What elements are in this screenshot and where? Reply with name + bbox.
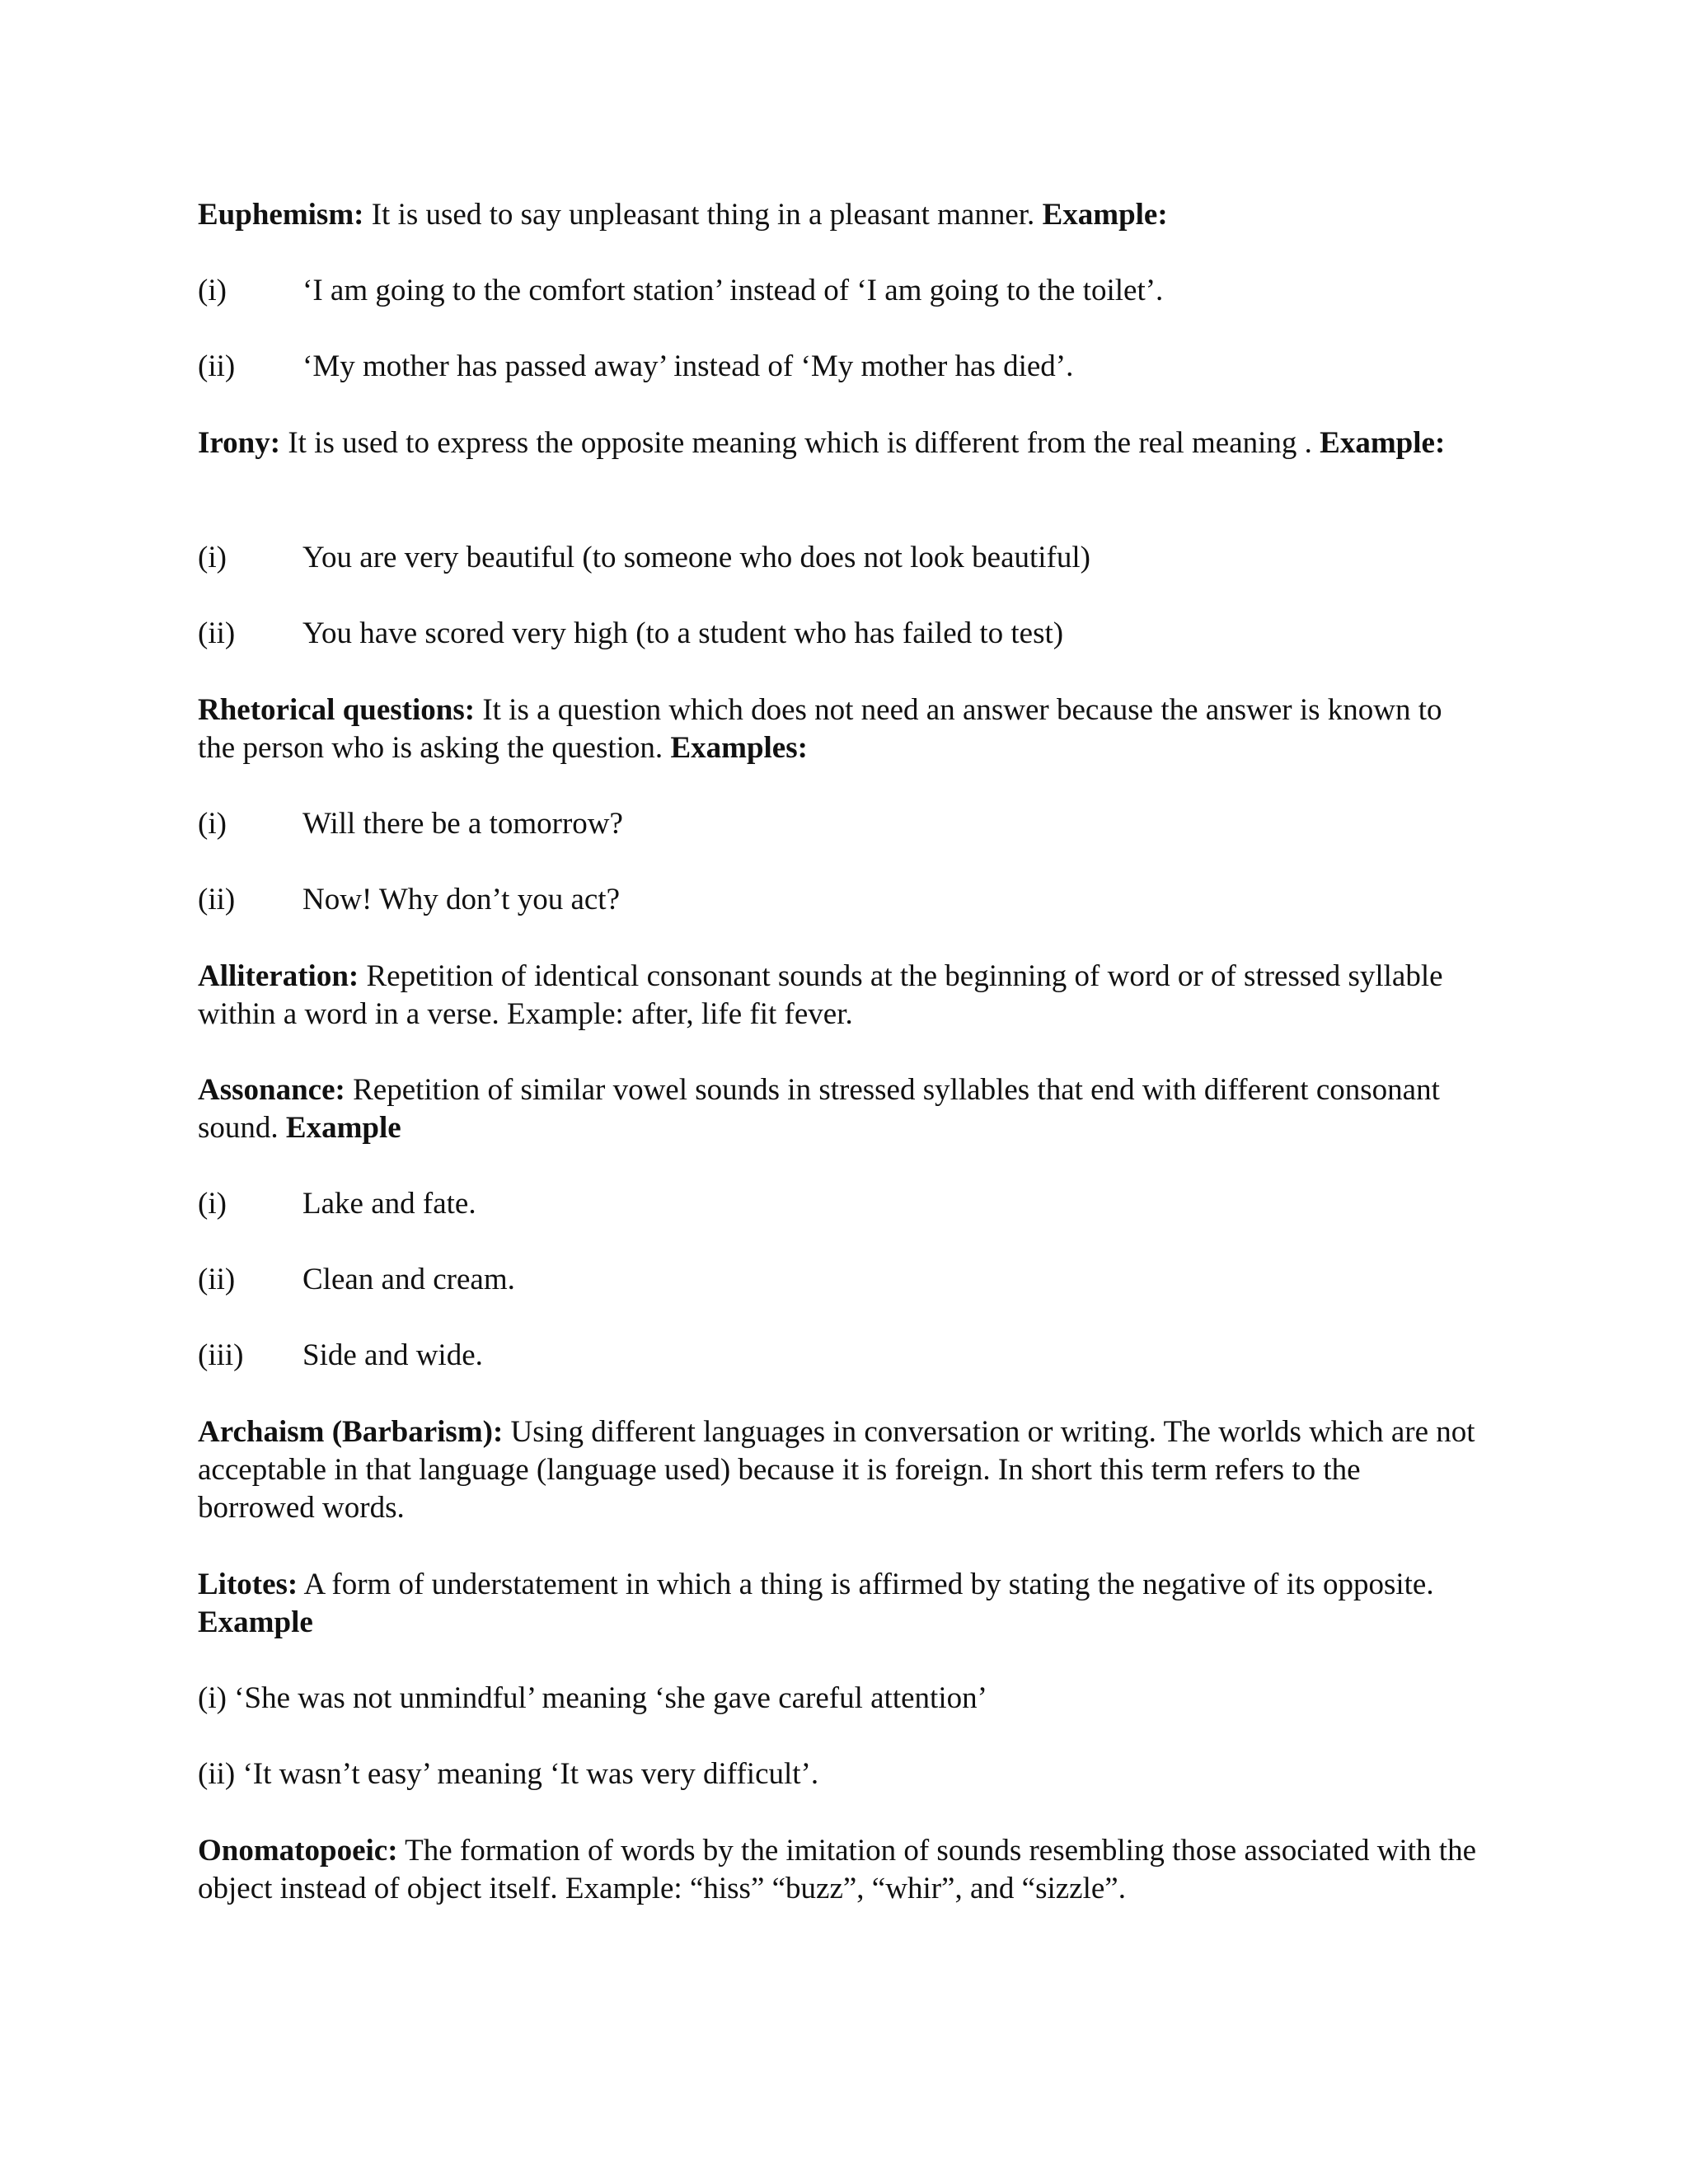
assonance-example-label: Example (285, 1111, 401, 1145)
alliteration-definition (198, 958, 1484, 1033)
litotes-text: A form of understatement in which a thing is affirmed by stating the negative of its opposite. (298, 1568, 1434, 1601)
irony-example-label: Example: (1320, 426, 1446, 460)
litotes-example-1: (i) ‘She was not unmindful’ meaning ‘she gave careful attention’ (198, 1681, 987, 1715)
assonance-term: Assonance: (198, 1073, 345, 1107)
list-number: (ii) (198, 349, 236, 383)
assonance-definition (198, 1071, 1484, 1147)
list-text: You are very beautiful (to someone who does not look beautiful) (302, 541, 1090, 574)
irony-example-2 (198, 615, 1063, 653)
list-text: ‘I am going to the comfort station’ instead of ‘I am going to the toilet’. (302, 274, 1164, 307)
rhetorical-example-label: Examples: (670, 731, 808, 765)
onomatopoeic-term: Onomatopoeic: (198, 1834, 398, 1868)
archaism-term: Archaism (Barbarism): (198, 1415, 504, 1449)
list-text: Clean and cream. (302, 1263, 515, 1296)
list-text: You have scored very high (to a student who has failed to test) (302, 616, 1064, 650)
list-number: (ii) (198, 883, 236, 916)
assonance-text: Repetition of similar vowel sounds in stressed syllables that end with different consonant sound. (198, 1073, 1440, 1145)
litotes-example-2: (ii) ‘It wasn’t easy’ meaning ‘It was very difficult’. (198, 1757, 819, 1791)
rhetorical-text: It is a question which does not need an answer because the answer is known to the person who is asking the question. (198, 693, 1442, 765)
list-number: (i) (198, 807, 227, 841)
euphemism-example-label: Example: (1042, 198, 1168, 232)
archaism-definition (198, 1413, 1484, 1527)
list-number: (ii) (198, 616, 236, 650)
list-text: Lake and fate. (302, 1187, 476, 1221)
euphemism-text: It is used to say unpleasant thing in a pleasant manner. (363, 198, 1043, 232)
alliteration-term: Alliteration: (198, 959, 359, 993)
list-text: ‘My mother has passed away’ instead of ‘My mother has died’. (302, 349, 1074, 383)
list-number: (i) (198, 541, 227, 574)
list-number: (i) (198, 1187, 227, 1221)
irony-term: Irony: (198, 426, 281, 460)
litotes-definition (198, 1566, 1484, 1642)
rhetorical-example-2 (198, 881, 620, 919)
alliteration-text: Repetition of identical consonant sounds at the beginning of word or of stressed syllable within a word in a verse. Example: after, life fit fever. (198, 959, 1443, 1031)
list-number: (iii) (198, 1338, 244, 1372)
assonance-example-2 (198, 1261, 515, 1299)
onomatopoeic-text: The formation of words by the imitation of sounds resembling those associated with the object instead of object itself. Example: “hiss” “buzz”, “whir”, and “sizzle”. (198, 1834, 1477, 1905)
irony-definition (198, 424, 1484, 462)
euphemism-example-2 (198, 348, 1073, 386)
archaism-text: Using different languages in conversation or writing. The worlds which are not acceptable in that language (language used) because it is foreign. In short this term refers to the borrowed words. (198, 1415, 1475, 1525)
litotes-example-label: Example (198, 1605, 313, 1639)
rhetorical-term: Rhetorical questions: (198, 693, 476, 727)
euphemism-term: Euphemism: (198, 198, 364, 232)
assonance-example-3 (198, 1337, 483, 1375)
list-number: (ii) (198, 1263, 236, 1296)
list-number: (i) (198, 274, 227, 307)
rhetorical-example-1 (198, 805, 623, 843)
list-text: Will there be a tomorrow? (302, 807, 623, 841)
litotes-term: Litotes: (198, 1568, 298, 1601)
onomatopoeic-definition (198, 1832, 1484, 1908)
list-text: Now! Why don’t you act? (302, 883, 620, 916)
euphemism-example-1 (198, 272, 1163, 310)
assonance-example-1 (198, 1185, 476, 1223)
rhetorical-definition (198, 691, 1484, 767)
list-text: Side and wide. (302, 1338, 483, 1372)
euphemism-definition (198, 196, 1484, 234)
irony-example-1 (198, 539, 1090, 577)
irony-text: It is used to express the opposite meaning which is different from the real meaning . (280, 426, 1320, 460)
